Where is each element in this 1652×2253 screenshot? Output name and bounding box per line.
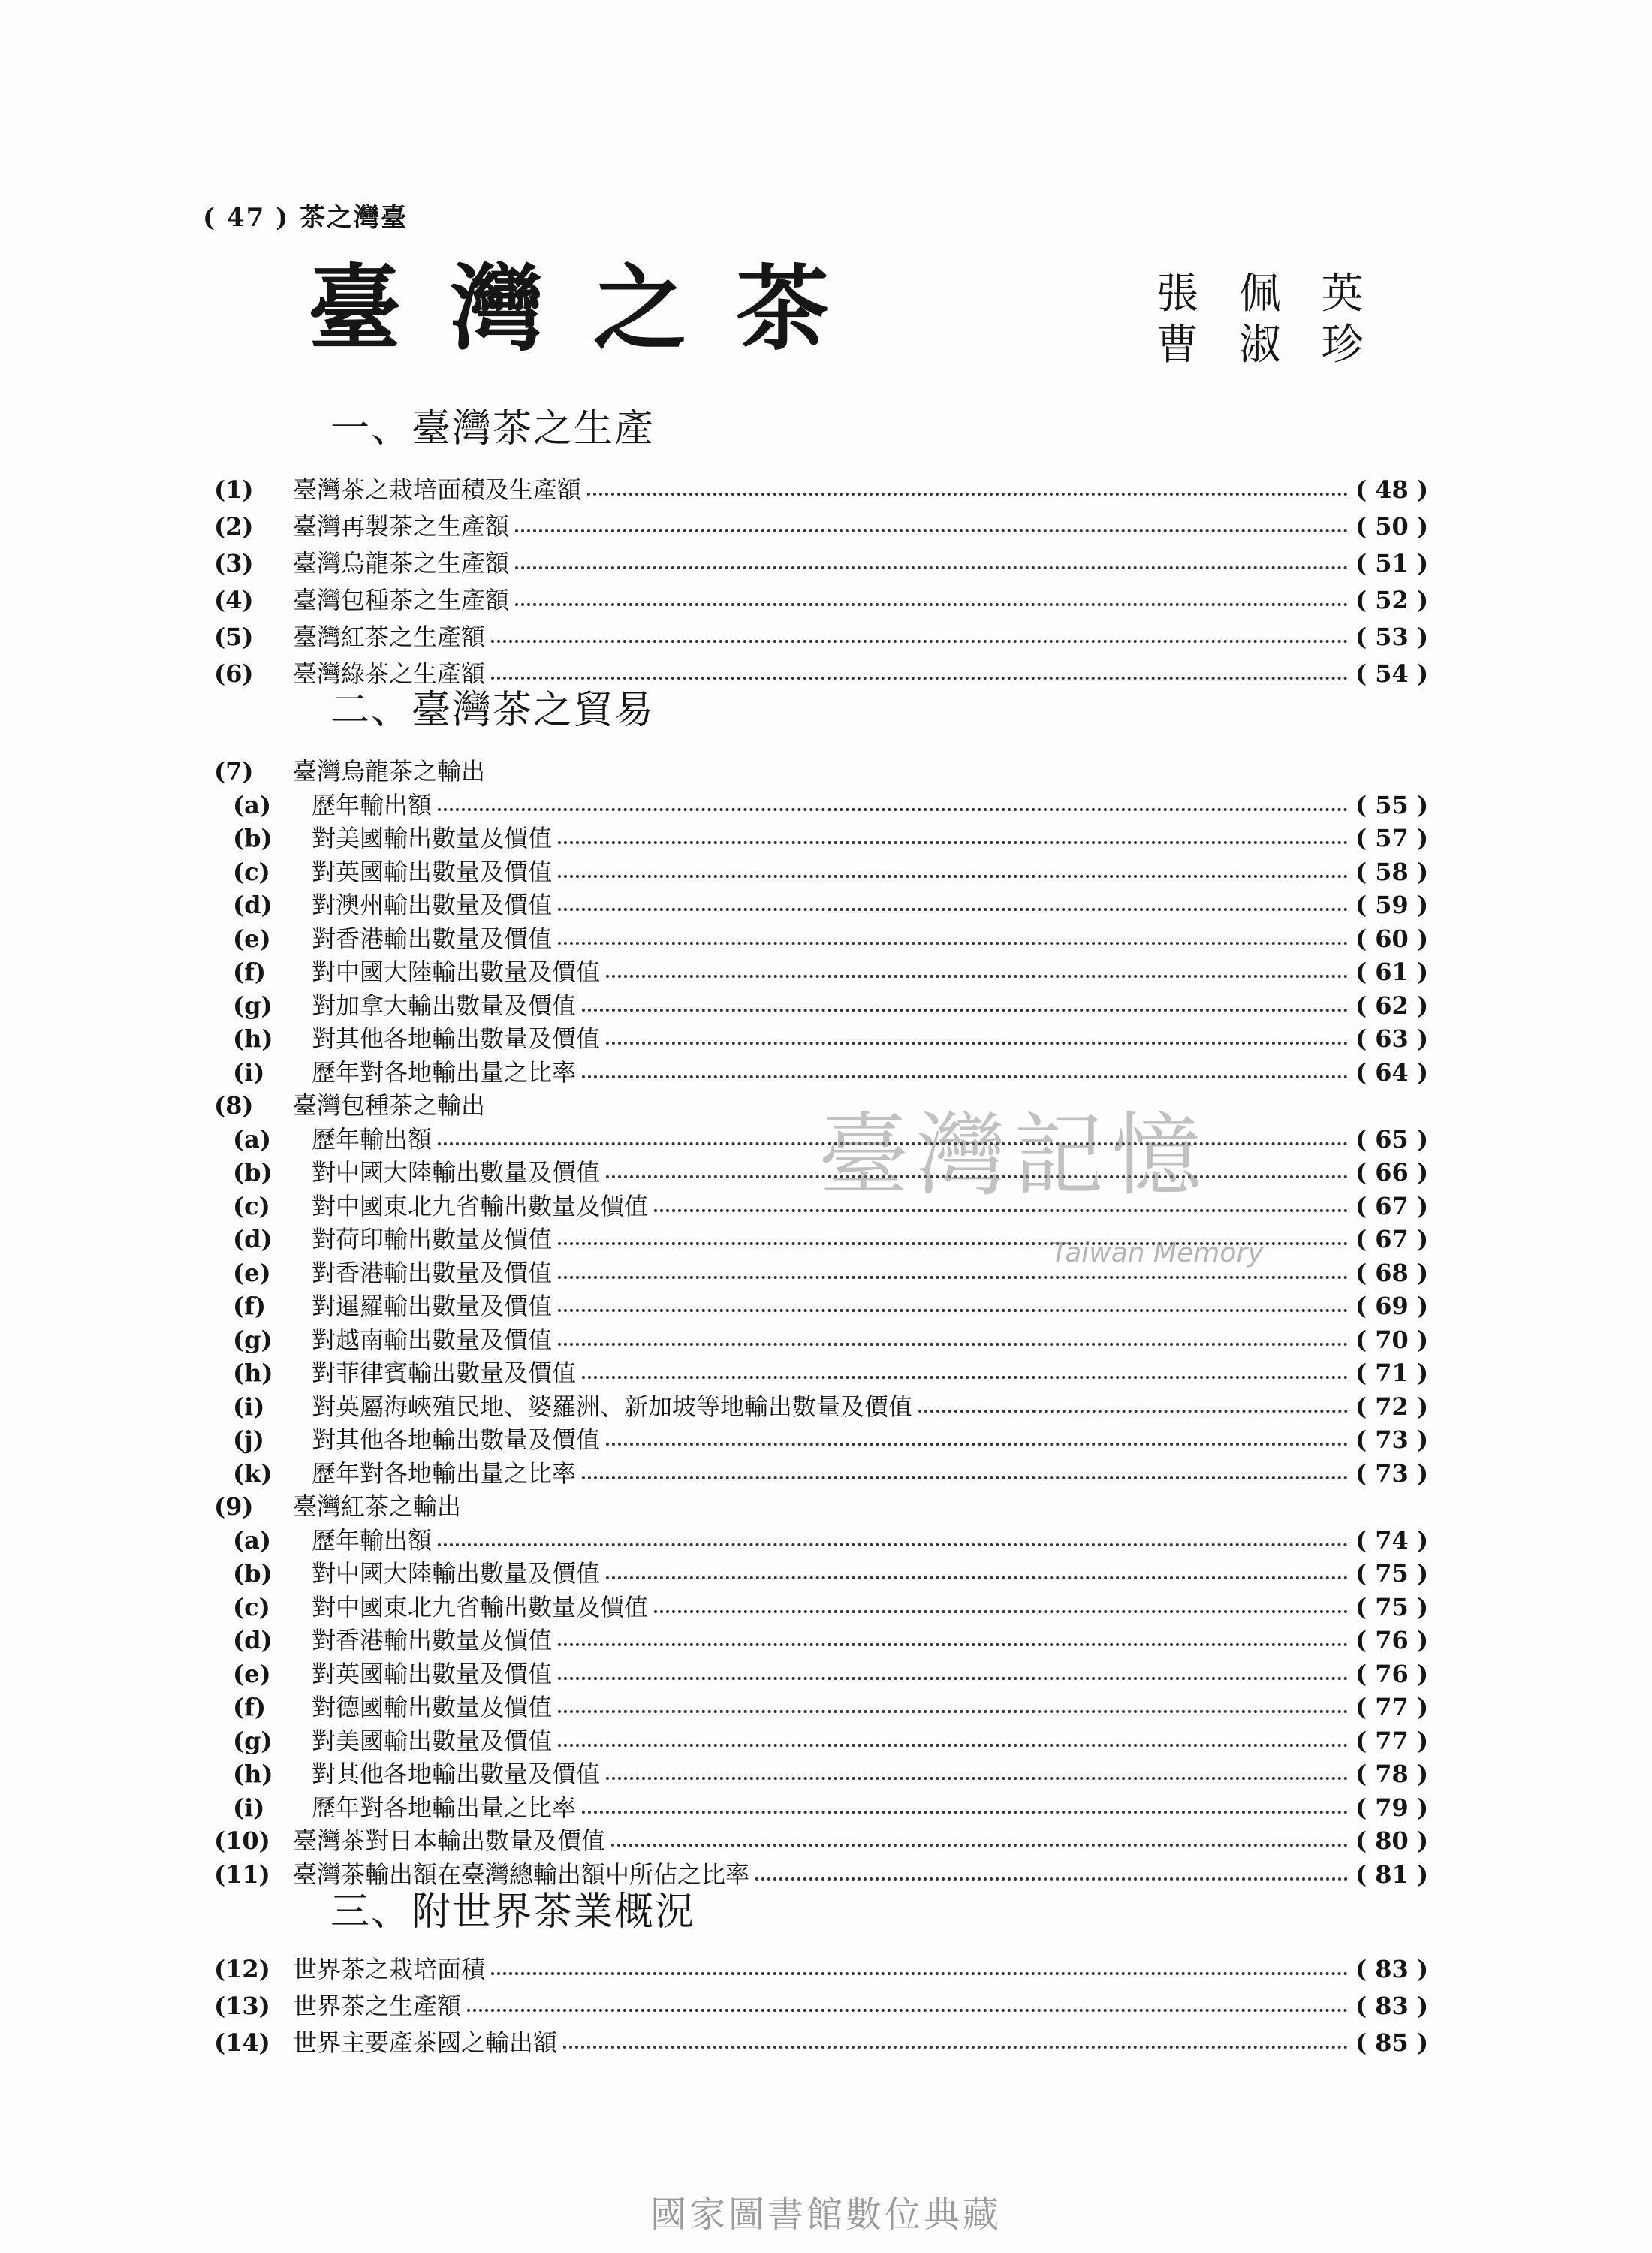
- toc-subentry: [0, 989, 1652, 1022]
- toc-subentry: [0, 1390, 1652, 1423]
- toc-subentry: [0, 1056, 1652, 1089]
- dot-leader: [654, 1610, 1348, 1613]
- entry-title: 世界茶之生產額: [293, 1992, 462, 2020]
- page-number-label: ( 47 ) 茶之灣臺: [203, 203, 408, 233]
- section-heading: 一、臺灣茶之生產: [330, 406, 656, 451]
- watermark-subtext: Taiwan Memory: [1051, 1238, 1264, 1268]
- toc-subentry: [0, 1557, 1652, 1590]
- dot-leader: [606, 1042, 1348, 1045]
- footer-caption: 國家圖書館數位典藏: [650, 2194, 1002, 2236]
- entry-number: (e): [233, 1660, 271, 1688]
- dot-leader: [515, 566, 1348, 569]
- dot-leader: [582, 1476, 1348, 1479]
- dot-leader: [755, 1878, 1348, 1881]
- entry-title: 對加拿大輸出數量及價值: [312, 991, 577, 1020]
- entry-number: (b): [233, 1158, 273, 1187]
- entry-number: (d): [233, 1225, 273, 1253]
- entry-title: 歷年輸出額: [312, 1125, 433, 1154]
- dot-leader: [467, 2009, 1348, 2012]
- entry-number: (3): [214, 549, 254, 578]
- entry-number: (i): [233, 1392, 265, 1421]
- dot-leader: [582, 1811, 1348, 1814]
- toc-subentry: [0, 789, 1652, 822]
- toc-entry: [0, 510, 1652, 543]
- entry-title: 對英屬海峽殖民地、婆羅洲、新加坡等地輸出數量及價值: [312, 1392, 913, 1421]
- toc-entry: [0, 657, 1652, 690]
- entry-number: (a): [233, 1526, 272, 1555]
- entry-number: (12): [214, 1955, 270, 1983]
- entry-title: 對英國輸出數量及價值: [312, 858, 553, 886]
- entry-title: 對中國東北九省輸出數量及價值: [312, 1593, 649, 1621]
- entry-page-number: ( 54 ): [1355, 659, 1429, 688]
- entry-number: (10): [214, 1826, 270, 1855]
- toc-subentry: [0, 855, 1652, 888]
- dot-leader: [491, 677, 1348, 680]
- entry-page-number: ( 53 ): [1355, 623, 1429, 651]
- entry-number: (1): [214, 475, 254, 504]
- entry-page-number: ( 75 ): [1355, 1559, 1429, 1588]
- dot-leader: [558, 875, 1348, 878]
- toc-subentry: [0, 1022, 1652, 1055]
- entry-page-number: ( 67 ): [1355, 1192, 1429, 1220]
- entry-page-number: ( 48 ): [1355, 475, 1429, 504]
- entry-page-number: ( 65 ): [1355, 1125, 1429, 1154]
- dot-leader: [606, 1443, 1348, 1446]
- toc-subentry: [0, 1457, 1652, 1490]
- toc-entry: [0, 2026, 1652, 2059]
- entry-title: 對香港輸出數量及價值: [312, 1626, 553, 1654]
- toc-entry: [0, 1989, 1652, 2022]
- toc-entry: [0, 620, 1652, 653]
- entry-page-number: ( 77 ): [1355, 1693, 1429, 1721]
- entry-page-number: ( 85 ): [1355, 2028, 1429, 2057]
- dot-leader: [491, 640, 1348, 643]
- entry-title: 對其他各地輸出數量及價值: [312, 1024, 601, 1053]
- toc-subentry: [0, 1691, 1652, 1724]
- toc-subentry: [0, 1724, 1652, 1757]
- page-title: 臺灣之茶: [308, 255, 879, 363]
- entry-page-number: ( 73 ): [1355, 1425, 1429, 1454]
- entry-number: (6): [214, 659, 254, 688]
- toc-entry: [0, 1490, 1652, 1523]
- entry-title: 世界主要產茶國之輸出額: [293, 2028, 558, 2057]
- entry-page-number: ( 59 ): [1355, 891, 1429, 919]
- entry-page-number: ( 76 ): [1355, 1660, 1429, 1688]
- entry-title: 歷年輸出額: [312, 1526, 433, 1555]
- entry-page-number: ( 55 ): [1355, 791, 1429, 819]
- entry-title: 臺灣紅茶之輸出: [293, 1492, 462, 1521]
- entry-page-number: ( 68 ): [1355, 1259, 1429, 1287]
- entry-title: 臺灣茶輸出額在臺灣總輸出額中所佔之比率: [293, 1860, 750, 1889]
- entry-number: (11): [214, 1860, 270, 1889]
- entry-number: (c): [233, 1593, 270, 1621]
- entry-page-number: ( 78 ): [1355, 1760, 1429, 1788]
- section-heading: 二、臺灣茶之貿易: [330, 688, 656, 733]
- entry-title: 對暹羅輸出數量及價值: [312, 1292, 553, 1320]
- entry-number: (c): [233, 1192, 270, 1220]
- entry-number: (2): [214, 512, 254, 541]
- toc-subentry: [0, 888, 1652, 921]
- dot-leader: [558, 1276, 1348, 1279]
- entry-title: 對中國東北九省輸出數量及價值: [312, 1192, 649, 1220]
- entry-number: (5): [214, 623, 254, 651]
- entry-page-number: ( 62 ): [1355, 991, 1429, 1020]
- entry-title: 歷年對各地輸出量之比率: [312, 1793, 577, 1822]
- dot-leader: [654, 1209, 1348, 1212]
- entry-page-number: ( 75 ): [1355, 1593, 1429, 1621]
- dot-leader: [558, 942, 1348, 945]
- entry-number: (a): [233, 1125, 272, 1154]
- toc-entry: [0, 473, 1652, 506]
- entry-number: (i): [233, 1058, 265, 1087]
- entry-number: (d): [233, 891, 273, 919]
- entry-number: (h): [233, 1024, 273, 1053]
- dot-leader: [582, 1009, 1348, 1012]
- dot-leader: [918, 1410, 1348, 1413]
- dot-leader: [606, 1576, 1348, 1579]
- toc-subentry: [0, 822, 1652, 855]
- entry-page-number: ( 70 ): [1355, 1326, 1429, 1354]
- entry-title: 歷年輸出額: [312, 791, 433, 819]
- entry-number: (e): [233, 924, 271, 953]
- entry-number: (b): [233, 1559, 273, 1588]
- dot-leader: [558, 1710, 1348, 1713]
- dot-leader: [558, 1343, 1348, 1346]
- toc-entry: [0, 547, 1652, 580]
- entry-number: (9): [214, 1492, 254, 1521]
- entry-page-number: ( 80 ): [1355, 1826, 1429, 1855]
- entry-number: (e): [233, 1259, 271, 1287]
- entry-number: (h): [233, 1760, 273, 1788]
- entry-number: (14): [214, 2028, 270, 2057]
- toc-subentry: [0, 1657, 1652, 1691]
- entry-page-number: ( 73 ): [1355, 1459, 1429, 1488]
- entry-page-number: ( 52 ): [1355, 586, 1429, 614]
- toc-subentry: [0, 1223, 1652, 1256]
- entry-page-number: ( 79 ): [1355, 1793, 1429, 1822]
- entry-page-number: ( 51 ): [1355, 549, 1429, 578]
- entry-title: 對其他各地輸出數量及價值: [312, 1760, 601, 1788]
- entry-page-number: ( 67 ): [1355, 1225, 1429, 1253]
- entry-title: 對越南輸出數量及價值: [312, 1326, 553, 1354]
- entry-number: (h): [233, 1359, 273, 1387]
- toc-entry: [0, 755, 1652, 788]
- dot-leader: [438, 1543, 1348, 1546]
- entry-title: 臺灣烏龍茶之生產額: [293, 549, 510, 578]
- entry-number: (f): [233, 1292, 267, 1320]
- toc-entry: [0, 584, 1652, 617]
- toc-subentry: [0, 1591, 1652, 1624]
- entry-page-number: ( 77 ): [1355, 1727, 1429, 1755]
- entry-title: 臺灣再製茶之生產額: [293, 512, 510, 541]
- entry-title: 臺灣綠茶之生產額: [293, 659, 486, 688]
- entry-page-number: ( 83 ): [1355, 1955, 1429, 1983]
- authors: [1156, 269, 1377, 371]
- entry-title: 對菲律賓輸出數量及價值: [312, 1359, 577, 1387]
- toc-subentry: [0, 1256, 1652, 1289]
- toc-subentry: [0, 1289, 1652, 1323]
- toc-subentry: [0, 1791, 1652, 1824]
- entry-number: (8): [214, 1091, 254, 1120]
- entry-title: 臺灣紅茶之生產額: [293, 623, 486, 651]
- entry-number: (4): [214, 586, 254, 614]
- entry-page-number: ( 83 ): [1355, 1992, 1429, 2020]
- toc-subentry: [0, 922, 1652, 955]
- toc-subentry: [0, 1323, 1652, 1356]
- entry-page-number: ( 81 ): [1355, 1860, 1429, 1889]
- entry-number: (g): [233, 1326, 273, 1354]
- entry-title: 對中國大陸輸出數量及價值: [312, 1559, 601, 1588]
- entry-page-number: ( 61 ): [1355, 958, 1429, 986]
- entry-title: 臺灣包種茶之輸出: [293, 1091, 486, 1120]
- dot-leader: [558, 1309, 1348, 1312]
- entry-title: 歷年對各地輸出量之比率: [312, 1459, 577, 1488]
- entry-title: 世界茶之栽培面積: [293, 1955, 486, 1983]
- toc-subentry: [0, 1624, 1652, 1657]
- entry-number: (f): [233, 958, 267, 986]
- watermark: 臺灣記憶: [818, 1104, 1209, 1208]
- entry-page-number: ( 63 ): [1355, 1024, 1429, 1053]
- entry-title: 臺灣茶之栽培面積及生產額: [293, 475, 582, 504]
- entry-title: 歷年對各地輸出量之比率: [312, 1058, 577, 1087]
- entry-page-number: ( 60 ): [1355, 924, 1429, 953]
- dot-leader: [611, 1844, 1348, 1847]
- entry-title: 對美國輸出數量及價值: [312, 1727, 553, 1755]
- toc-entry: [0, 1953, 1652, 1986]
- dot-leader: [558, 1744, 1348, 1747]
- entry-number: (13): [214, 1992, 270, 2020]
- entry-page-number: ( 69 ): [1355, 1292, 1429, 1320]
- entry-page-number: ( 50 ): [1355, 512, 1429, 541]
- dot-leader: [582, 1376, 1348, 1379]
- entry-number: (i): [233, 1793, 265, 1822]
- toc-subentry: [0, 955, 1652, 988]
- dot-leader: [606, 975, 1348, 978]
- entry-title: 對中國大陸輸出數量及價值: [312, 958, 601, 986]
- toc-entry: [0, 1824, 1652, 1857]
- dot-leader: [558, 1677, 1348, 1680]
- dot-leader: [515, 603, 1348, 606]
- entry-number: (b): [233, 824, 273, 852]
- entry-title: 對美國輸出數量及價值: [312, 824, 553, 852]
- dot-leader: [438, 808, 1348, 811]
- author-name: 張 佩 英: [1156, 270, 1377, 318]
- entry-title: 臺灣烏龍茶之輸出: [293, 757, 486, 786]
- dot-leader: [491, 1972, 1348, 1975]
- dot-leader: [582, 1075, 1348, 1078]
- entry-page-number: ( 76 ): [1355, 1626, 1429, 1654]
- toc-subentry: [0, 1356, 1652, 1389]
- entry-number: (7): [214, 757, 254, 786]
- entry-title: 對澳州輸出數量及價值: [312, 891, 553, 919]
- dot-leader: [558, 1643, 1348, 1646]
- dot-leader: [587, 493, 1348, 496]
- entry-number: (f): [233, 1693, 267, 1721]
- dot-leader: [563, 2046, 1348, 2049]
- entry-page-number: ( 72 ): [1355, 1392, 1429, 1421]
- entry-number: (a): [233, 791, 272, 819]
- entry-title: 對荷印輸出數量及價值: [312, 1225, 553, 1253]
- toc-subentry: [0, 1423, 1652, 1456]
- dot-leader: [558, 841, 1348, 844]
- entry-title: 對英國輸出數量及價值: [312, 1660, 553, 1688]
- entry-title: 對香港輸出數量及價值: [312, 1259, 553, 1287]
- entry-number: (k): [233, 1459, 273, 1488]
- author-name: 曹 淑 珍: [1156, 321, 1377, 369]
- entry-title: 臺灣茶對日本輸出數量及價值: [293, 1826, 606, 1855]
- entry-page-number: ( 57 ): [1355, 824, 1429, 852]
- entry-title: 對德國輸出數量及價值: [312, 1693, 553, 1721]
- entry-title: 對中國大陸輸出數量及價值: [312, 1158, 601, 1187]
- entry-page-number: ( 71 ): [1355, 1359, 1429, 1387]
- entry-number: (c): [233, 858, 270, 886]
- entry-title: 對香港輸出數量及價值: [312, 924, 553, 953]
- dot-leader: [558, 908, 1348, 911]
- entry-page-number: ( 58 ): [1355, 858, 1429, 886]
- entry-number: (g): [233, 1727, 273, 1755]
- entry-number: (g): [233, 991, 273, 1020]
- entry-page-number: ( 66 ): [1355, 1158, 1429, 1187]
- toc-subentry: [0, 1757, 1652, 1790]
- entry-title: 對其他各地輸出數量及價值: [312, 1425, 601, 1454]
- toc-subentry: [0, 1524, 1652, 1557]
- entry-number: (j): [233, 1425, 264, 1454]
- dot-leader: [515, 529, 1348, 532]
- dot-leader: [606, 1777, 1348, 1780]
- section-heading: 三、附世界茶業概況: [330, 1890, 696, 1935]
- entry-page-number: ( 64 ): [1355, 1058, 1429, 1087]
- toc-entry: [0, 1858, 1652, 1891]
- entry-page-number: ( 74 ): [1355, 1526, 1429, 1555]
- entry-title: 臺灣包種茶之生產額: [293, 586, 510, 614]
- entry-number: (d): [233, 1626, 273, 1654]
